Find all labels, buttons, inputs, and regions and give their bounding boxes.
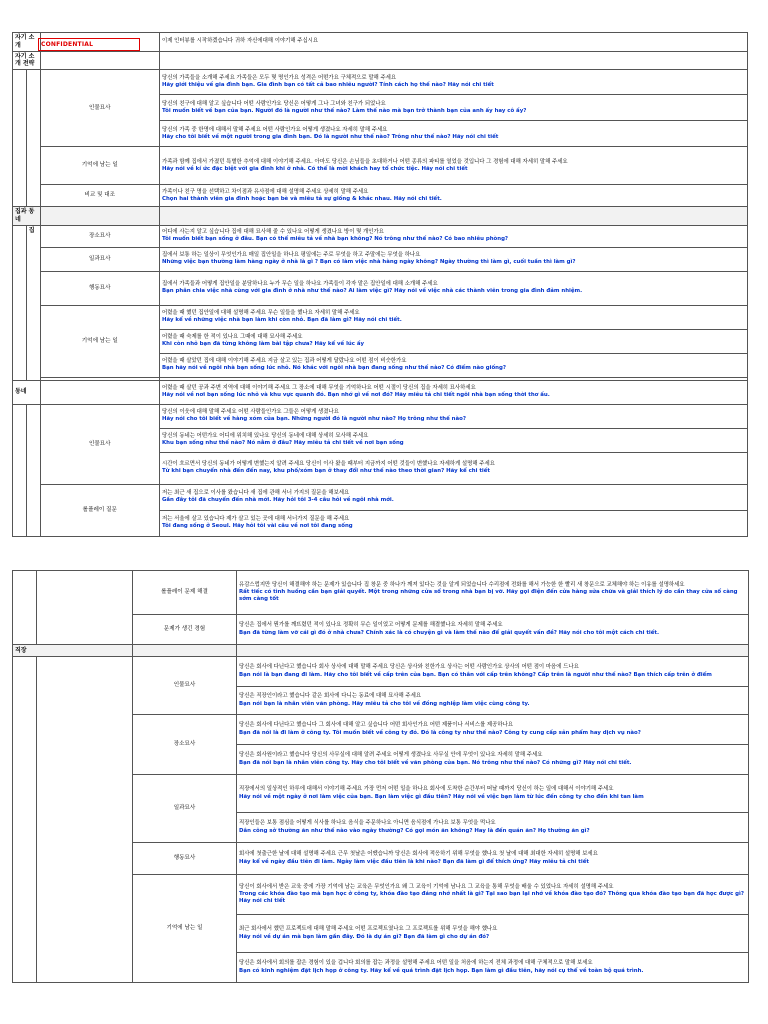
category-label: 장소묘사 xyxy=(40,225,159,247)
question-cell: 어렸을 때 살았던 집에 대해 이야기해 주세요 지금 살고 있는 집과 어떻게 달랐나요 어떤 점이 비슷한가요 Bạn hãy nói về ngôi nhà bạn sống lúc nhỏ. Nó khác với ngôi nhà bạn đang sống như thế nào? Có điểm nào giống? xyxy=(160,353,748,377)
question-cell: 당신이 회사에서 받은 교육 중에 가장 기억에 남는 교육은 무엇인가요 왜 그 교육이 기억에 남나요 그 교육을 통해 무엇을 배울 수 있었나요 자세히 설명해 주세요 Trong các khóa đào tạo mà bạn học ở công ty, khóa đào tạo đáng nhớ nhất là gì? Tại sao bạn lại nhớ về khóa đào tạo đó? Thông qua khóa đào tạo bạn đã học được gì? Hãy nói chi tiết xyxy=(237,875,749,915)
section-work: 직장 xyxy=(13,645,133,657)
table-row xyxy=(13,147,748,185)
confidential-stamp: CONFIDENTIAL xyxy=(38,38,140,51)
question-cell: 당신은 직장인이라고 했습니다 같은 회사에 다니는 동료에 대해 묘사해 주세요 Bạn nói bạn là nhân viên văn phòng. Hãy miêu tả cho tôi về đồng nghiệp làm việc cùng công ty. xyxy=(237,687,749,715)
table-row xyxy=(13,645,749,657)
question-cell: 어렸을 때 살던 공과 주변 지역에 대해 이야기해 주세요 그 장소에 대해 무엇을 기억하나요 어떤 시절이 당신의 집을 자세히 묘사하세요 Hãy nói về nơi bạn sống lúc nhỏ và khu vực quanh đó. Bạn nhớ gì về nơi đó? Hãy miêu tả chi tiết ngôi nhà bạn sống thời thơ ấu. xyxy=(160,380,748,404)
table-row xyxy=(13,657,749,687)
category-label: 기억에 남는 일 xyxy=(40,147,159,185)
question-cell: 저는 서울에 살고 있습니다 제가 살고 있는 곳에 대해 서너가지 질문을 해 주세요 Tôi đang sống ở Seoul. Hãy hỏi tôi vài câu về nơi tôi đang sống xyxy=(160,510,748,536)
table-row xyxy=(13,225,748,247)
question-table-bottom xyxy=(12,570,749,983)
question-cell: 유감스럽지만 당신이 해결해야 하는 문제가 있습니다 집 창문 중 하나가 깨져 있다는 것을 알게 되었습니다 수리점에 전화를 해서 가능한 한 빨리 새 창문으로 교체해야 하는 이유를 설명하세요 Rất tiếc có tình huống cần bạn giải quyết. Một trong những cửa sổ trong nhà bạn bị vỡ. Hãy gọi điện đến cửa hàng sửa chữa và giải thích lý do cần thay cửa sổ càng sớm càng tốt xyxy=(237,571,749,615)
question-cell: 최근 회사에서 했던 프로젝트에 대해 말해 주세요 어떤 프로젝트였나요 그 프로젝트를 위해 무엇을 해야 했나요 Hãy nói về dự án mà bạn làm gần đây. Đó là dự án gì? Bạn đã làm gì cho dự án đó? xyxy=(237,915,749,953)
section-intro: 자기 소개 xyxy=(13,33,41,52)
table-row xyxy=(13,271,748,305)
question-cell: 직장에서의 일상적인 하루에 대해서 이야기해 주세요 가장 먼저 어떤 일을 하나요 회사에 도착한 순간부터 떠날 때까지 당신이 하는 일에 대해서 이야기해 주세요 Hãy nói về một ngày ở nơi làm việc của bạn. Bạn làm việc gì đầu tiên? Hãy nói về việc bạn làm từ lúc đến công ty cho đến khi tan làm xyxy=(237,775,749,813)
category-label: 롤플레이 질문 xyxy=(40,484,159,536)
question-cell: 당신은 회사에 다닌다고 했습니다 그 회사에 대해 알고 싶습니다 어떤 회사인가요 어떤 제품이나 서비스를 제공하나요 Bạn đã nói là đi làm ở công ty. Tôi muốn biết về công ty đó. Đó là công ty như thế nào? Công ty cung cấp sản phẩm hay dịch vụ nào? xyxy=(237,715,749,745)
category-label: 비교 및 대조 xyxy=(40,185,159,207)
table-row xyxy=(13,571,749,615)
table-row xyxy=(13,380,748,404)
question-cell: 당신은 집에서 뭔가를 깨뜨렸던 적이 있나요 정확히 무슨 일이었고 어떻게 문제를 해결했나요 자세히 말해 주세요 Bạn đã từng làm vỡ cái gì đó ở nhà chưa? Chính xác là có chuyện gì và làm thế nào để giải quyết vấn đề? Hãy nói cho tôi một cách chi tiết. xyxy=(237,615,749,645)
table-row xyxy=(13,185,748,207)
category-label: 인물묘사 xyxy=(40,70,159,147)
question-cell: 당신의 이웃에 대해 말해 주세요 어떤 사람들인가요 그들은 어떻게 생겼나요 Hãy nói cho tôi biết về hàng xóm của bạn. Những người đó là người như nào? Họ trông như thế nào? xyxy=(160,404,748,428)
table-row xyxy=(13,247,748,271)
section-house: 집 xyxy=(26,225,40,380)
table-row xyxy=(13,305,748,329)
question-cell: 당신은 회사에서 회의를 잡은 경험이 있을 겁니다 회의를 잡는 과정을 설명해 주세요 어떤 일을 처음에 하는지 전체 과정에 대해 구체적으로 말해 보세요 Bạn có kinh nghiệm đặt lịch họp ở công ty. Hãy kể về quá trình đặt lịch họp. Bạn làm gì đầu tiên, hãy nói cụ thể về toàn bộ quá trình. xyxy=(237,953,749,983)
question-cell: 당신은 회사원이라고 했습니다 당신의 사무실에 대해 알려 주세요 어떻게 생겼나요 사무실 안에 무엇이 있나요 자세히 말해 주세요 Bạn đã nói bạn là nhân viên công ty. Hãy cho tôi biết về văn phòng của bạn. Nó trông như thế nào? Có những gì? Hãy nói chi tiết. xyxy=(237,745,749,775)
table-row xyxy=(13,51,748,70)
question-cell: 이제 인터뷰를 시작하겠습니다 귀하 자신에대해 이야기해 주십시요 xyxy=(160,33,748,52)
question-cell: 어렸을 때 숙제를 한 적이 있나요 그때에 대해 묘사해 주세요 Khi còn nhỏ bạn đã từng không làm bài tập chưa? Hãy kể về lúc ấy xyxy=(160,329,748,353)
category-label: 기억에 남는 일 xyxy=(133,875,237,983)
section-neighborhood: 동네 xyxy=(13,380,41,404)
section-home-neighborhood: 집과 동네 xyxy=(13,207,41,226)
question-cell: 직장인들은 보통 점심을 어떻게 식사를 하나요 음식을 주문하나요 아니면 음식점에 가나요 보통 무엇을 먹나요 Dân công sở thường ăn như thế nào vào ngày thường? Có gọi món ăn không? Hay là đến quán ăn? Họ thường ăn gì? xyxy=(237,813,749,843)
category-label: 장소묘사 xyxy=(133,715,237,775)
question-cell: 당신의 가족들을 소개해 주세요 가족들은 모두 몇 명인가요 성격은 어떤가요 구체적으로 말해 주세요 Hãy giới thiệu về gia đình bạn. Gia đình bạn có tất cả bao nhiêu người? Tính cách họ thế nào? Hãy nói chi tiết xyxy=(160,70,748,95)
table-row xyxy=(13,207,748,226)
category-label: 롤플레이 문제 해결 xyxy=(133,571,237,615)
question-cell: 시간이 흐르면서 당신의 동네가 어떻게 변했는지 알려 주세요 당신이 이사 왔을 때부터 지금까지 어떤 것들이 변했나요 자세하게 설명해 주세요 Từ khi bạn chuyển nhà đến đến nay, khu phố/xóm bạn ở thay đổi như thế nào theo thời gian? Hãy kể chi tiết xyxy=(160,452,748,484)
question-cell: 어렸을 때 했던 집안일에 대해 설명해 주세요 무슨 일들을 했나요 자세히 말해 주세요 Hãy kể về những việc nhà bạn làm khi còn nhỏ. Bạn đã làm gì? Hãy nói chi tiết. xyxy=(160,305,748,329)
category-label: 행동묘사 xyxy=(133,843,237,875)
table-row xyxy=(13,404,748,428)
section-intro-strategy: 자기 소개 전략 xyxy=(13,51,41,70)
table-row xyxy=(13,484,748,510)
question-cell: 회사에 첫출근한 날에 대해 설명해 주세요 근무 첫날은 어땠습니까 당신은 회사에 적응하기 위해 무엇을 했나요 첫 날에 대해 최대한 자세히 설명해 보세요 Hãy kể về ngày đầu tiên đi làm. Ngày làm việc đầu tiên là khi nào? Bạn đã làm gì để thích ứng? Hãy miêu tả chi tiết xyxy=(237,843,749,875)
category-label: 인물묘사 xyxy=(133,657,237,715)
question-cell: 당신의 친구에 대해 알고 싶습니다 어떤 사람인가요 당신은 어떻게 그나 그녀와 친구가 되었나요 Tôi muốn biết về bạn của bạn. Người đó là người như thế nào? Làm thế nào mà bạn trở thành bạn của anh ấy hay cô ấy? xyxy=(160,95,748,121)
question-cell: 당신의 동네는 어떤가요 어디에 위치해 있나요 당신의 동네에 대해 상세히 묘사해 주세요 Khu bạn sống như thế nào? Nó nằm ở đâu? Hãy miêu tả chi tiết về nơi bạn sống xyxy=(160,428,748,452)
table-row xyxy=(13,70,748,95)
category-label: 기억에 남는 일 xyxy=(40,305,159,377)
question-cell: 당신은 회사에 다닌다고 했습니다 회사 상사에 대해 말해 주세요 당신은 상사와 친한가요 상사는 어떤 사람인가요 상사의 어떤 점이 마음에 드나요 Bạn nói là bạn đang đi làm. Hãy cho tôi biết về cấp trên của bạn. Bạn có thân với cấp trên không? Cấp trên là người như thế nào? Bạn thích cấp trên ở điểm xyxy=(237,657,749,687)
category-label: 인물묘사 xyxy=(40,404,159,484)
category-label: 일과묘사 xyxy=(40,247,159,271)
question-cell: 집에서 가족들과 어떻게 집안일을 분담하나요 누가 무슨 일을 하나요 가족들이 각자 맡은 집안일에 대해 소개해 주세요 Bạn phân chia việc nhà cùng với gia đình ở nhà như thế nào? Ai làm việc gì? Hãy nói về việc nhà các thành viên trong gia đình đảm nhiệm. xyxy=(160,271,748,305)
category-label: 행동묘사 xyxy=(40,271,159,305)
question-cell: 어디에 사는지 알고 싶습니다 집에 대해 묘사해 줄 수 있나요 어떻게 생겼나요 방이 몇 개인가요 Tôi muốn biết bạn sống ở đâu. Bạn có thể miêu tả về nhà bạn không? Nó trông như thế nào? Có bao nhiêu phòng? xyxy=(160,225,748,247)
category-label: 일과묘사 xyxy=(133,775,237,843)
category-label: 문제가 생긴 경험 xyxy=(133,615,237,645)
question-table-top xyxy=(12,32,748,537)
question-cell: 가족이나 친구 명을 선택하고 차이점과 유사점에 대해 설명해 주세요 상세히 말해 주세요 Chọn hai thành viên gia đình hoặc bạn bè và miêu tả sự giống & khác nhau. Hãy nói chi tiết. xyxy=(160,185,748,207)
question-cell: 집에서 보통 하는 일상이 무엇인가요 매일 집안일을 하나요 평일에는 주로 무엇을 하고 주말에는 무엇을 하나요 Những việc bạn thường làm hàng ngày ở nhà là gì ? Bạn có làm việc nhà hàng ngày không? Ngày thường thì làm gì, cuối tuần thì làm gì? xyxy=(160,247,748,271)
question-cell: 당신의 가족 중 한명에 대해서 말해 주세요 어떤 사람인가요 어떻게 생겼나요 자세히 말해 주세요 Hãy cho tôi biết về một người trong gia đình bạn. Đó là người như thế nào? Trông như thế nào? Hãy nói chi tiết xyxy=(160,121,748,147)
question-cell: 저는 최근 새 집으로 이사를 왔습니다 새 집에 관해 서너 가지의 질문을 해보세요 Gần đây tôi đã chuyển đến nhà mới. Hãy hỏi tôi 3-4 câu hỏi về ngôi nhà mới. xyxy=(160,484,748,510)
question-cell: 가족과 함께 집에서 가졌던 특별한 추억에 대해 이야기해 주세요. 아마도 당신은 손님들을 초대하거나 어떤 종류의 파티를 열었을 것입니다 그 경험에 대해 자세히 말해 주세요 Hãy nói về kí ức đặc biệt với gia đình khi ở nhà. Có thể là mời khách hay tổ chức tiệc. Hãy nói chi tiết xyxy=(160,147,748,185)
